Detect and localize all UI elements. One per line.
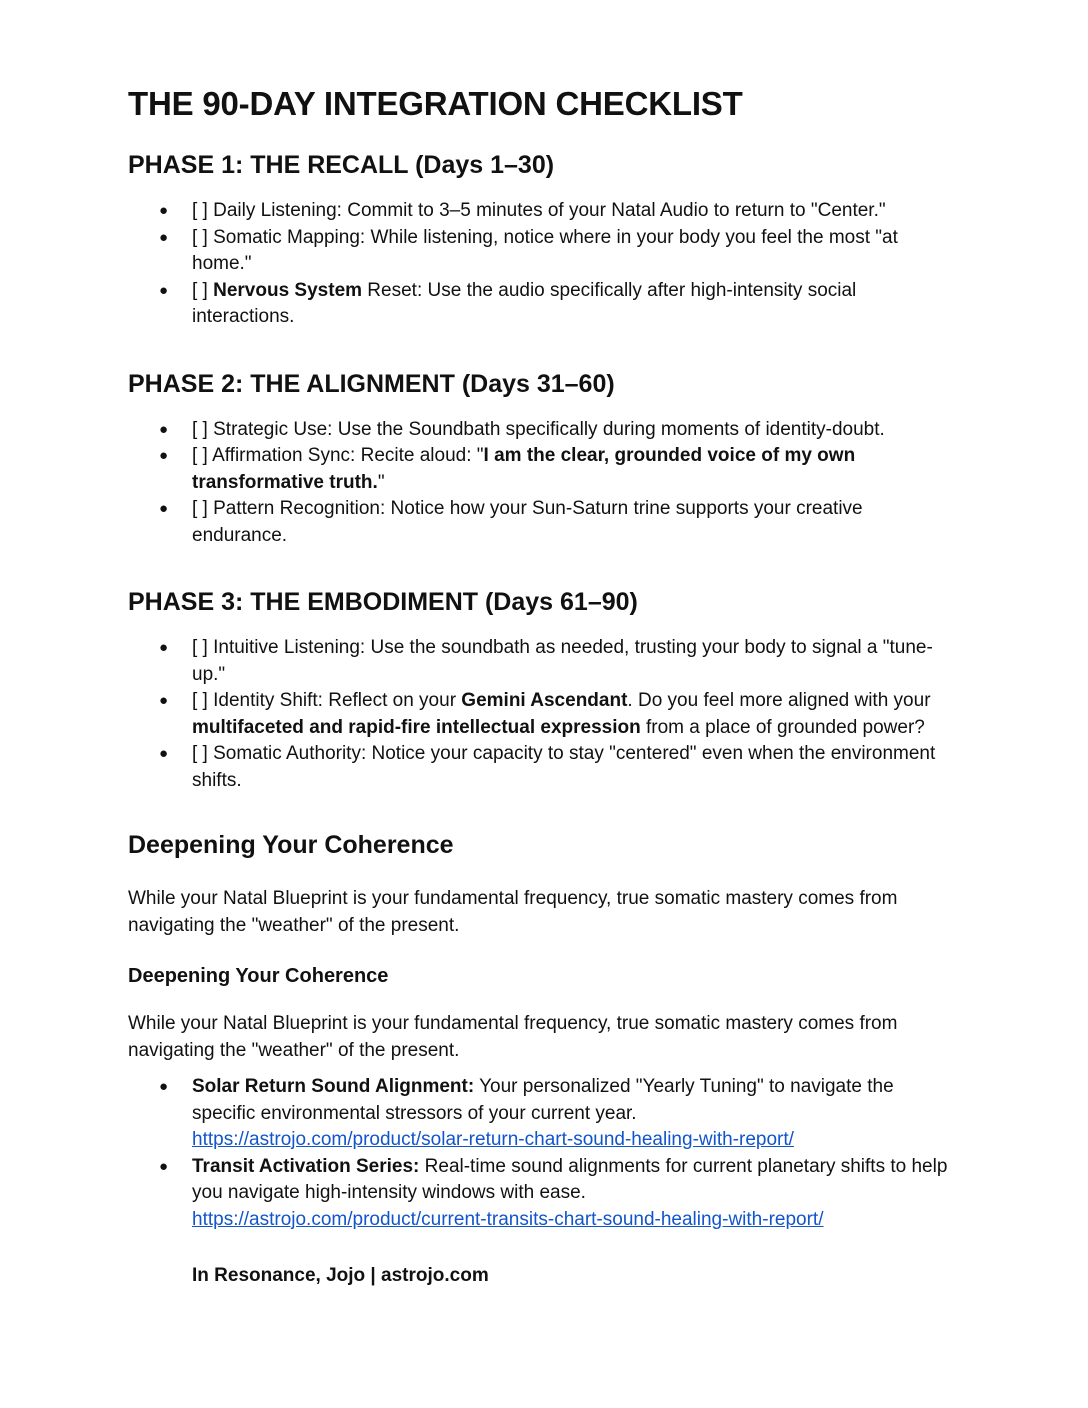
- checklist-item: [128, 198, 960, 225]
- phase3-checklist: [128, 635, 960, 794]
- deepening-paragraph-2: While your Natal Blueprint is your fundamental frequency, true somatic mastery comes from navigating the "weather" of the present.: [128, 1013, 898, 1061]
- bullet-icon: ●: [159, 228, 169, 246]
- bold-term: Nervous System: [213, 279, 363, 301]
- bullet-icon: ●: [159, 202, 169, 219]
- resource-name: Solar Return Sound Alignment:: [192, 1076, 475, 1097]
- bullet-icon: ●: [159, 639, 169, 656]
- checklist-item-text: [ ] Somatic Authority: Notice your capacity to stay "centered" even when the environment shifts.: [192, 743, 936, 791]
- checklist-item-text: [192, 445, 855, 493]
- phase3-heading: PHASE 3: THE EMBODIMENT (Days 61–90): [128, 588, 638, 616]
- solar-return-link[interactable]: https://astrojo.com/product/solar-return-chart-sound-healing-with-report/: [192, 1129, 794, 1150]
- checklist-item: [128, 688, 960, 741]
- checklist-item: [128, 278, 960, 331]
- bold-term: multifaceted and rapid-fire intellectual expression: [192, 716, 641, 738]
- deepening-heading: Deepening Your Coherence: [128, 831, 454, 859]
- bullet-icon: ●: [159, 420, 169, 438]
- text-run: Reset: Use the audio specifically after high-intensity social interactions.: [192, 279, 857, 327]
- bullet-icon: ●: [159, 447, 169, 464]
- checklist-item: [128, 443, 960, 496]
- bullet-icon: ●: [159, 1078, 169, 1095]
- affirmation-text: I am the clear, grounded voice of my own transformative truth.: [192, 445, 856, 493]
- bullet-icon: ●: [159, 500, 169, 517]
- text-run: [ ] Identity Shift: Reflect on your: [192, 690, 462, 711]
- phase1-heading: PHASE 1: THE RECALL (Days 1–30): [128, 151, 555, 179]
- bullet-icon: ●: [159, 281, 169, 299]
- phase2-heading: PHASE 2: THE ALIGNMENT (Days 31–60): [128, 369, 615, 398]
- checklist-item-text: [192, 690, 931, 738]
- resource-description: Real-time sound alignments for current planetary shifts to help you navigate high-intensity windows with ease.: [192, 1155, 948, 1203]
- checklist-item-text: [ ] Pattern Recognition: Notice how your Sun-Saturn trine supports your creative endurance.: [192, 498, 863, 546]
- resource-description: Your personalized "Yearly Tuning" to navigate the specific environmental stressors of your current year.: [192, 1076, 894, 1124]
- bullet-icon: ●: [159, 1157, 169, 1175]
- resources-list: [128, 1074, 960, 1233]
- text-run: from a place of grounded power?: [640, 716, 925, 738]
- text-run: [ ]: [192, 279, 214, 301]
- checklist-item: [128, 741, 960, 794]
- deepening-paragraph: While your Natal Blueprint is your fundamental frequency, true somatic mastery comes from navigating the "weather" of the present.: [128, 888, 898, 936]
- page-title: THE 90-DAY INTEGRATION CHECKLIST: [128, 85, 743, 122]
- checklist-item: [128, 496, 960, 549]
- text-run: [ ] Affirmation Sync: Recite aloud: ": [192, 445, 484, 466]
- phase2-checklist: [128, 417, 960, 550]
- text-run: . Do you feel more aligned with your: [627, 690, 931, 711]
- deepening-subheading: Deepening Your Coherence: [128, 965, 389, 987]
- checklist-item: [128, 635, 960, 688]
- checklist-item-text: [192, 280, 856, 328]
- phase1-checklist: [128, 198, 960, 331]
- bullet-icon: ●: [159, 745, 169, 762]
- text-run: ": [377, 471, 385, 493]
- checklist-item-text: [ ] Somatic Mapping: While listening, notice where in your body you feel the most "at home.": [192, 226, 898, 274]
- resource-name: Transit Activation Series:: [192, 1155, 420, 1177]
- transit-activation-link[interactable]: https://astrojo.com/product/current-transits-chart-sound-healing-with-report/: [192, 1208, 824, 1230]
- checklist-item: [128, 417, 960, 444]
- checklist-item-text: [ ] Strategic Use: Use the Soundbath specifically during moments of identity-doubt.: [192, 418, 885, 440]
- checklist-item-text: [ ] Daily Listening: Commit to 3–5 minutes of your Natal Audio to return to "Center.": [192, 200, 886, 221]
- resource-item: [128, 1074, 960, 1154]
- resource-item: [128, 1154, 960, 1234]
- signature: In Resonance, Jojo | astrojo.com: [192, 1265, 489, 1286]
- bold-term: Gemini Ascendant: [461, 690, 628, 711]
- checklist-item: [128, 225, 960, 278]
- bullet-icon: ●: [159, 692, 169, 709]
- checklist-item-text: [ ] Intuitive Listening: Use the soundbath as needed, trusting your body to signal a "tune-up.": [192, 637, 933, 685]
